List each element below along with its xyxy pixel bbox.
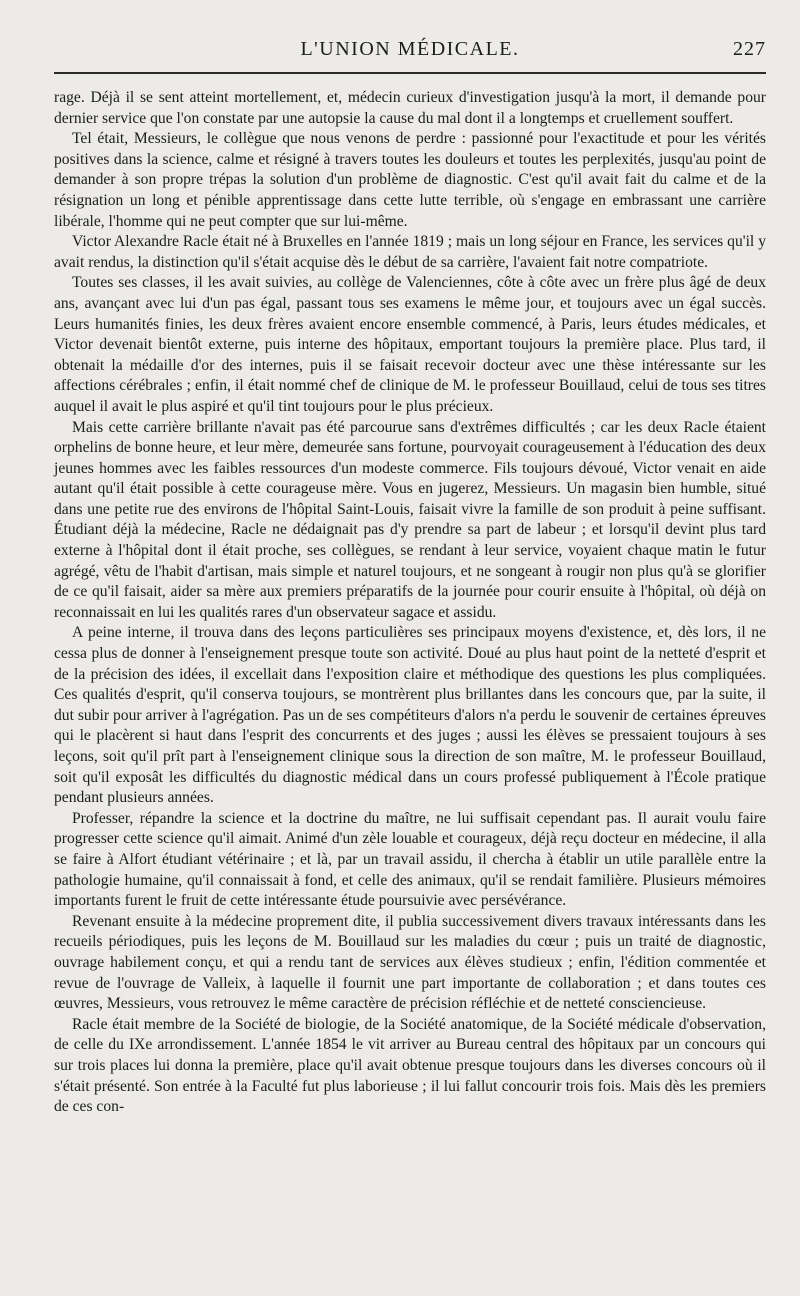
page-number: 227 xyxy=(733,38,766,60)
paragraph: Mais cette carrière brillante n'avait pas été parcourue sans d'extrêmes difficultés ; car les deux Racle étaient orphelins de bonne heure, et leur mère, demeurée sans fortune, pourvoyait courageusement à l'éducation des deux jeunes hommes avec les faibles ressources d'un modeste commerce. Fils toujours dévoué, Victor venait en aide autant qu'il était possible à cette courageuse mère. Vous en jugerez, Messieurs. Un magasin bien humble, situé dans une petite rue des environs de l'hôpital Saint-Louis, faisait vivre la famille de son produit à peine suffisant. Étudiant déjà la médecine, Racle ne dédaignait pas d'y prendre sa part de labeur ; et lorsqu'il devint plus tard externe à l'hôpital dont il était proche, ses collègues, se rendant à leur service, voyaient chaque matin le futur agrégé, vêtu de l'habit d'artisan, mais simple et naturel toujours, et ne songeant à rougir non plus qu'à se glorifier de ce qu'il faisait, aider sa mère aux premiers préparatifs de la journée pour courir ensuite à l'hôpital, où déjà on reconnaissait en lui les qualités rares d'un observateur sagace et assidu. xyxy=(54,418,766,621)
header-rule xyxy=(54,72,766,74)
paragraph: Professer, répandre la science et la doctrine du maître, ne lui suffisait cependant pas. Il aurait voulu faire progresser cette science qu'il aimait. Animé d'un zèle louable et courageux, déjà reçu docteur en médecine, il alla se faire à Alfort étudiant vétérinaire ; et là, par un travail assidu, il chercha à établir un utile parallèle entre la pathologie humaine, qu'il connaissait à fond, et celle des animaux, qu'il se rendait familière. Plusieurs mémoires importants furent le fruit de cette intéressante étude poursuivie avec persévérance. xyxy=(54,809,766,910)
paragraph: A peine interne, il trouva dans des leçons particulières ses principaux moyens d'existence, et, dès lors, il ne cessa plus de donner à l'enseignement presque toute son activité. Doué au plus haut point de la netteté d'esprit et de la précision des idées, il excellait dans l'exposition claire et méthodique des questions les plus compliquées. Ces qualités d'esprit, qu'il conserva toujours, se montrèrent plus brillantes dans les concours que, par la suite, il dut subir pour arriver à l'agrégation. Pas un de ses compétiteurs d'alors n'a perdu le souvenir de certaines épreuves qui le placèrent si haut dans l'esprit des concurrents et des juges ; aussi les élèves se pressaient toujours à ses leçons, soit qu'il prît part à l'enseignement clinique sous la direction de son maître, M. le professeur Bouillaud, soit qu'il exposât les difficultés du diagnostic médical dans un cours professé publiquement à l'École pratique pendant plusieurs années. xyxy=(54,624,766,807)
paragraph: rage. Déjà il se sent atteint mortellement, et, médecin curieux d'investigation jusqu'à la mort, il demande pour dernier service que l'on constate par une autopsie la cause du mal dont il a longtemps et cruellement souffert. xyxy=(54,89,766,127)
running-head: L'UNION MÉDICALE. xyxy=(300,38,520,60)
page-header xyxy=(54,38,766,72)
paragraph: Revenant ensuite à la médecine proprement dite, il publia successivement divers travaux intéressants dans les recueils périodiques, puis les leçons de M. Bouillaud sur les maladies du cœur ; puis un traité de diagnostic, ouvrage habilement conçu, et qui a rendu tant de services aux élèves studieux ; enfin, l'édition commentée et revue de l'ouvrage de Valleix, à laquelle il fournit une part importante de collaboration ; et dans toutes ces œuvres, Messieurs, vous retrouvez le même caractère de précision réfléchie et de netteté consciencieuse. xyxy=(54,912,766,1013)
paragraph: Racle était membre de la Société de biologie, de la Société anatomique, de la Société médicale d'observation, de celle du IXe arrondissement. L'année 1854 le vit arriver au Bureau central des hôpitaux par un concours qui sur trois places lui donna la première, place qu'il avait obtenue presque toujours dans les diverses concours où il s'était présenté. Son entrée à la Faculté fut plus laborieuse ; il lui fallut concourir trois fois. Mais dès les premiers de ces con- xyxy=(54,1015,766,1116)
paragraph: Victor Alexandre Racle était né à Bruxelles en l'année 1819 ; mais un long séjour en France, les services qu'il y avait rendus, la distinction qu'il s'était acquise dès le début de sa carrière, l'avaient fait notre compatriote. xyxy=(54,233,766,271)
paragraph: Tel était, Messieurs, le collègue que nous venons de perdre : passionné pour l'exactitude et pour les vérités positives dans la science, calme et résigné à travers toutes les douleurs et toutes les perplexités, jusqu'au point de demander à son propre trépas la solution d'un problème de diagnostic. C'est qu'il avait fait du calme et de la résignation un long et pénible apprentissage dans cette lutte terrible, où s'engage en embrassant une carrière libérale, l'homme qui ne peut compter que sur lui-même. xyxy=(54,130,766,230)
article-body xyxy=(54,88,766,1118)
paragraph: Toutes ses classes, il les avait suivies, au collège de Valenciennes, côte à côte avec un frère plus âgé de deux ans, avançant avec lui d'un pas égal, passant tous ses examens le même jour, et toujours avec un égal succès. Leurs humanités finies, les deux frères avaient encore ensemble commencé, à Paris, leurs études médicales, et Victor devenait bientôt externe, puis interne des hôpitaux, emportant toujours la première place. Plus tard, il obtenait la médaille d'or des internes, puis il se faisait recevoir docteur avec une thèse intéressante sur les affections cérébrales ; enfin, il était nommé chef de clinique de M. le professeur Bouillaud, celui de tous ses titres auquel il avait le plus aspiré et qu'il tint toujours pour le plus précieux. xyxy=(54,274,766,415)
